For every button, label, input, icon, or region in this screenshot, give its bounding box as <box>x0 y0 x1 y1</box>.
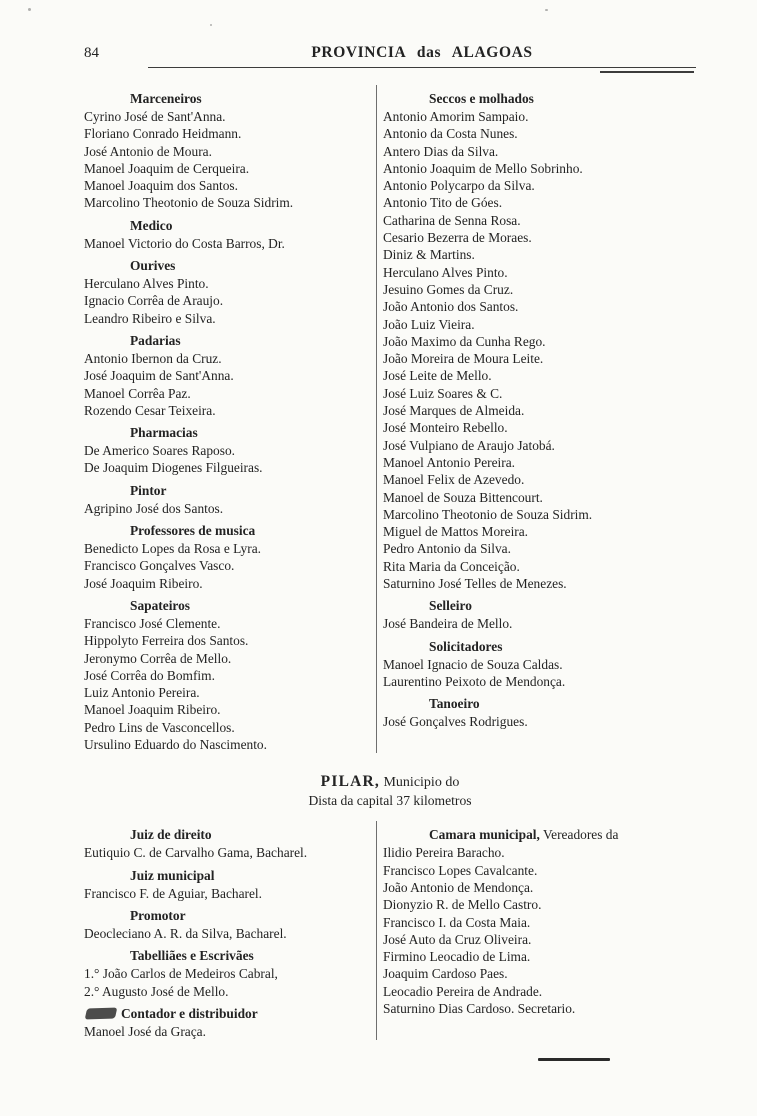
directory-entry: José Vulpiano de Araujo Jatobá. <box>383 437 555 453</box>
pilar-municipality-name: PILAR, <box>320 773 380 791</box>
directory-entry: José Auto da Cruz Oliveira. <box>383 931 532 947</box>
section-heading: Marceneiros <box>130 91 202 106</box>
section-heading: Juiz de direito <box>130 827 212 843</box>
directory-entry: De Americo Soares Raposo. <box>84 443 235 459</box>
directory-entry: Francisco José Clemente. <box>84 615 221 631</box>
section-heading: Tanoeiro <box>429 696 480 712</box>
page-title: PROVINCIA das ALAGOAS <box>311 44 533 61</box>
directory-entry: José Marques de Almeida. <box>383 403 525 419</box>
pilar-title-rest: Municipio do <box>383 775 460 791</box>
directory-entry: Pedro Lins de Vasconcellos. <box>84 719 235 735</box>
directory-entry: Rita Maria da Conceição. <box>383 558 520 574</box>
section-heading: Tabelliães e Escrivães <box>130 948 254 964</box>
ink-smudge-artifact <box>85 1007 118 1019</box>
directory-entry: Manoel de Souza Bittencourt. <box>383 489 543 505</box>
directory-entry: Antonio Amorim Sampaio. <box>383 109 529 124</box>
section-heading: Pintor <box>130 482 167 498</box>
directory-entry: Laurentino Peixoto de Mendonça. <box>383 673 566 689</box>
profession-group <box>84 332 373 419</box>
profession-group <box>383 597 696 632</box>
directory-entry: José Antonio de Moura. <box>84 143 212 159</box>
directory-entry: Marcolino Theotonio de Souza Sidrim. <box>84 195 294 211</box>
directory-entry: Catharina de Senna Rosa. <box>383 212 521 228</box>
directory-entry: Miguel de Mattos Moreira. <box>383 524 529 540</box>
page-number: 84 <box>84 45 99 61</box>
directory-entry: Antero Dias da Silva. <box>383 143 499 159</box>
profession-group <box>383 826 696 1017</box>
directory-entry: Antonio Ibernon da Cruz. <box>84 350 222 366</box>
directory-columns <box>84 85 696 753</box>
directory-entry: Leocadio Pereira de Andrade. <box>383 983 543 999</box>
directory-entry: Francisco I. da Costa Maia. <box>383 914 531 930</box>
directory-entry: Deocleciano A. R. da Silva, Bacharel. <box>84 925 287 941</box>
section-heading: Selleiro <box>429 598 472 614</box>
directory-entry: Leandro Ribeiro e Silva. <box>84 310 216 326</box>
directory-entry: José Gonçalves Rodrigues. <box>383 714 528 730</box>
directory-entry: Cyrino José de Sant'Anna. <box>84 109 226 124</box>
profession-group <box>84 597 373 753</box>
directory-entry: Agripino José dos Santos. <box>84 500 224 516</box>
directory-entry: Hippolyto Ferreira dos Santos. <box>84 633 249 649</box>
header-rule <box>148 67 696 68</box>
directory-right-column <box>376 85 696 753</box>
directory-entry: João Moreira de Moura Leite. <box>383 351 544 367</box>
scan-speck <box>210 24 212 26</box>
directory-entry: Saturnino José Telles de Menezes. <box>383 576 567 592</box>
directory-entry: Floriano Conrado Heidmann. <box>84 126 242 142</box>
section-heading: Professores de musica <box>130 523 256 539</box>
directory-left-column <box>84 85 376 753</box>
directory-entry: Marcolino Theotonio de Souza Sidrim. <box>383 506 593 522</box>
profession-group <box>84 424 373 477</box>
directory-entry: Francisco Gonçalves Vasco. <box>84 558 235 574</box>
pilar-columns <box>84 821 696 1040</box>
directory-entry: Antonio da Costa Nunes. <box>383 126 518 142</box>
directory-entry: Luiz Antonio Pereira. <box>84 685 200 701</box>
directory-entry: José Joaquim de Sant'Anna. <box>84 368 234 384</box>
section-heading: Seccos e molhados <box>429 91 534 106</box>
directory-entry: Herculano Alves Pinto. <box>383 264 508 280</box>
section-heading: Juiz municipal <box>130 867 215 883</box>
directory-entry: José Monteiro Rebello. <box>383 420 508 436</box>
directory-entry: Firmino Leocadio de Lima. <box>383 949 531 965</box>
directory-entry: Antonio Tito de Góes. <box>383 195 503 211</box>
directory-entry: Francisco Lopes Cavalcante. <box>383 862 538 878</box>
pilar-section-title <box>84 773 696 792</box>
profession-group <box>84 1005 373 1040</box>
scan-speck <box>28 8 31 11</box>
directory-entry: Antonio Polycarpo da Silva. <box>383 178 535 194</box>
directory-entry: Manoel Victorio do Costa Barros, Dr. <box>84 235 285 251</box>
directory-entry: Manoel Corrêa Paz. <box>84 385 191 401</box>
section-heading: Pharmacias <box>130 425 198 441</box>
directory-entry: Ignacio Corrêa de Araujo. <box>84 293 224 309</box>
section-heading: Contador e distribuidor <box>84 1005 373 1022</box>
section-heading-suffix: Vereadores da <box>542 827 619 843</box>
pilar-left-column <box>84 821 376 1040</box>
directory-entry: João Antonio de Mendonça. <box>383 879 534 895</box>
directory-entry: José Bandeira de Mello. <box>383 616 513 632</box>
section-heading: Promotor <box>130 907 186 923</box>
header-rule-short <box>600 71 694 73</box>
directory-entry: De Joaquim Diogenes Filgueiras. <box>84 460 263 476</box>
directory-entry: Manoel José da Graça. <box>84 1023 206 1039</box>
profession-group <box>84 867 373 902</box>
profession-group <box>383 90 696 592</box>
directory-entry: Rozendo Cesar Teixeira. <box>84 402 216 418</box>
directory-entry: Herculano Alves Pinto. <box>84 276 209 292</box>
directory-entry: Manoel Joaquim Ribeiro. <box>84 702 221 718</box>
directory-entry: Saturnino Dias Cardoso. Secretario. <box>383 1000 576 1016</box>
directory-entry: Manoel Ignacio de Souza Caldas. <box>383 656 563 672</box>
directory-entry: João Antonio dos Santos. <box>383 299 519 315</box>
directory-entry: Dionyzio R. de Mello Castro. <box>383 897 542 913</box>
directory-entry: Jeronymo Corrêa de Mello. <box>84 650 232 666</box>
pilar-right-column <box>376 821 696 1040</box>
directory-entry: Pedro Antonio da Silva. <box>383 541 511 557</box>
directory-entry: Manoel Joaquim de Cerqueira. <box>84 160 250 176</box>
end-rule <box>538 1058 610 1061</box>
directory-entry: José Leite de Mello. <box>383 368 492 384</box>
directory-entry: José Joaquim Ribeiro. <box>84 575 203 591</box>
profession-group <box>383 695 696 730</box>
section-heading: Ourives <box>130 258 176 274</box>
directory-entry: Antonio Joaquim de Mello Sobrinho. <box>383 160 583 176</box>
profession-group <box>84 907 373 942</box>
profession-group <box>84 826 373 861</box>
profession-group <box>383 638 696 691</box>
page-header <box>84 44 696 62</box>
directory-entry: Ilidio Pereira Baracho. <box>383 845 505 861</box>
directory-entry: Manoel Felix de Azevedo. <box>383 472 525 488</box>
profession-group <box>84 257 373 327</box>
directory-entry: João Luiz Vieira. <box>383 316 475 332</box>
directory-entry: Eutiquio C. de Carvalho Gama, Bacharel. <box>84 845 308 861</box>
directory-entry: Manoel Joaquim dos Santos. <box>84 178 238 194</box>
profession-group <box>84 947 373 1000</box>
section-heading: Padarias <box>130 332 181 348</box>
directory-entry: 2.° Augusto José de Mello. <box>84 983 229 999</box>
directory-entry: José Luiz Soares & C. <box>383 385 503 401</box>
directory-entry: Jesuino Gomes da Cruz. <box>383 281 514 297</box>
directory-entry: 1.° João Carlos de Medeiros Cabral, <box>84 966 278 982</box>
profession-group <box>84 522 373 592</box>
directory-entry: José Corrêa do Bomfim. <box>84 667 215 683</box>
directory-entry: Joaquim Cardoso Paes. <box>383 966 508 982</box>
directory-entry: João Maximo da Cunha Rego. <box>383 333 546 349</box>
profession-group <box>84 482 373 517</box>
section-heading: Sapateiros <box>130 597 191 613</box>
directory-entry: Cesario Bezerra de Moraes. <box>383 230 532 246</box>
profession-group <box>84 90 373 212</box>
directory-entry: Manoel Antonio Pereira. <box>383 454 516 470</box>
section-heading: Camara municipal, Vereadores da <box>429 827 619 843</box>
page-content <box>84 44 696 1040</box>
pilar-subtitle: Dista da capital 37 kilometros <box>308 793 472 809</box>
scan-speck <box>545 9 548 11</box>
section-heading: Solicitadores <box>429 638 503 654</box>
directory-entry: Diniz & Martins. <box>383 247 475 263</box>
directory-entry: Benedicto Lopes da Rosa e Lyra. <box>84 541 262 557</box>
directory-entry: Ursulino Eduardo do Nascimento. <box>84 737 267 753</box>
section-heading: Medico <box>130 217 173 233</box>
profession-group <box>84 217 373 252</box>
directory-entry: Francisco F. de Aguiar, Bacharel. <box>84 885 262 901</box>
